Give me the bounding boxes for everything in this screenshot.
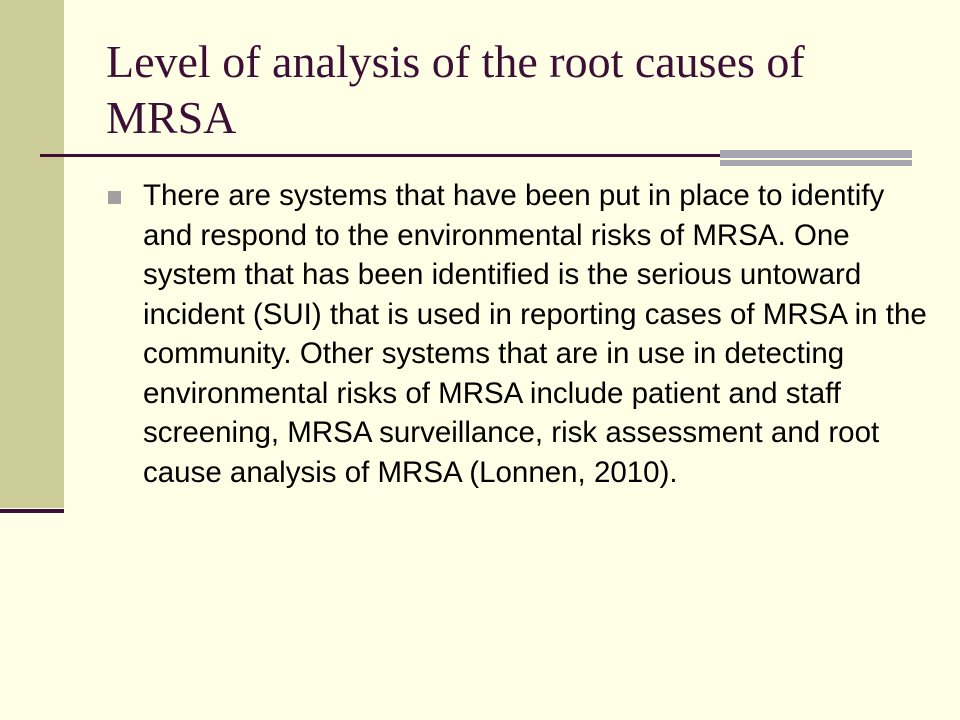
bullet-text: There are systems that have been put in place to identify and respond to the environmental risks of MRSA. One system that has been identified is the serious untoward incident (SUI) that is used in reporting cases of MRSA in the community. Other systems that are in use in detecting environmental risks of MRSA include patient and staff screening, MRSA surveillance, risk assessment and root cause analysis of MRSA (Lonnen, 2010). [143, 179, 927, 489]
title-accent-bar [720, 150, 912, 166]
sidebar-accent-bar [0, 0, 64, 508]
sidebar-rule [0, 509, 64, 513]
slide-title: Level of analysis of the root causes of MRSA [106, 36, 805, 143]
square-bullet-icon [108, 191, 121, 204]
